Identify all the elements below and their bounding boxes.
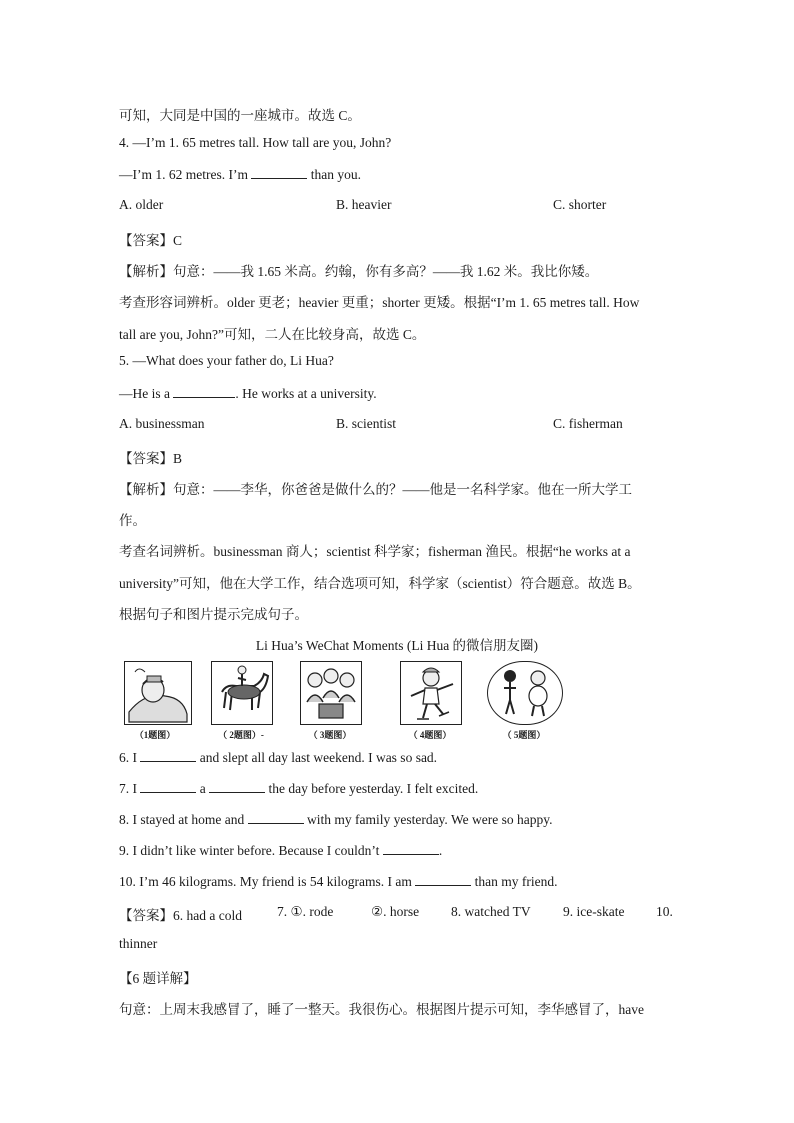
- picture-2-riding-horse: [211, 661, 273, 725]
- text-segment: —He is a: [119, 386, 174, 401]
- answer-blank: [248, 811, 304, 824]
- text-segment: the day before yesterday. I felt excited.: [265, 781, 479, 796]
- answer-blank: [383, 842, 439, 855]
- text-line: 可知，大同是中国的一座城市。故选 C。: [119, 108, 361, 123]
- text-segment: 8. I stayed at home and: [119, 812, 248, 827]
- picture-3-watching-tv: [300, 661, 362, 725]
- detail-heading: 【6 题详解】: [119, 971, 197, 986]
- text-segment: than you.: [307, 167, 361, 182]
- answer-label: 【答案】6. had a cold: [119, 908, 242, 923]
- explanation-line: 考查形容词辨析。older 更老；heavier 更重；shorter 更矮。根据“I’m 1. 65 metres tall. How: [119, 295, 640, 310]
- option-c: C. fisherman: [553, 416, 623, 431]
- explanation-line: university”可知，他在大学工作，结合选项可知，科学家（scientist）符合题意。故选 B。: [119, 576, 641, 591]
- answer-label: 【答案】B: [119, 451, 183, 466]
- text-segment: . He works at a university.: [235, 386, 377, 401]
- answer-blank: [173, 385, 235, 398]
- answer-8: 8. watched TV: [451, 904, 531, 919]
- explanation-line: 【解析】句意：——我 1.65 米高。约翰，你有多高？——我 1.62 米。我比你矮。: [119, 264, 599, 279]
- text-segment: 9. I didn’t like winter before. Because I couldn’t: [119, 843, 383, 858]
- option-b: B. heavier: [336, 197, 392, 212]
- text-segment: and slept all day last weekend. I was so sad.: [196, 750, 438, 765]
- answer-7-2: ②. horse: [371, 904, 420, 919]
- answer-blank: [140, 749, 196, 762]
- text-segment: a: [196, 781, 210, 796]
- text-segment: with my family yesterday. We were so happy.: [303, 812, 553, 827]
- question-4-answer-line: [119, 166, 361, 183]
- answer-7-1: 7. ①. rode: [277, 904, 334, 919]
- text-segment: 7. I: [119, 781, 141, 796]
- text-segment: 10. I’m 46 kilograms. My friend is 54 kilograms. I am: [119, 874, 416, 889]
- text-segment: —I’m 1. 62 metres. I’m: [119, 167, 252, 182]
- explanation-line: 句意：上周末我感冒了，睡了一整天。我很伤心。根据图片提示可知，李华感冒了，have: [119, 1002, 644, 1017]
- option-b: B. scientist: [336, 416, 396, 431]
- picture-4-label: （ 4题图）: [408, 730, 452, 740]
- picture-4-ice-skating: [400, 661, 462, 725]
- explanation-line: 考查名词辨析。businessman 商人；scientist 科学家；fisherman 渔民。根据“he works at a: [119, 544, 631, 559]
- option-c: C. shorter: [553, 197, 607, 212]
- picture-3-label: （ 3题图）: [308, 730, 352, 740]
- picture-1-label: （1题图）: [134, 730, 176, 740]
- option-a: A. older: [119, 197, 164, 212]
- answer-10-label: 10.: [656, 904, 673, 919]
- answer-blank: [140, 780, 196, 793]
- answer-blank: [251, 166, 307, 179]
- answer-10: thinner: [119, 936, 158, 951]
- question-6: [119, 749, 437, 766]
- question-10: [119, 873, 557, 890]
- figure-caption: Li Hua’s WeChat Moments (Li Hua 的微信朋友圈): [255, 638, 539, 653]
- picture-5-label: （ 5题图）: [502, 730, 546, 740]
- picture-1-sick-in-bed: [124, 661, 192, 725]
- answer-9: 9. ice-skate: [563, 904, 625, 919]
- text-segment: .: [438, 843, 443, 858]
- question-7: [119, 780, 478, 797]
- option-a: A. businessman: [119, 416, 205, 431]
- text-segment: 6. I: [119, 750, 141, 765]
- section-instruction: 根据句子和图片提示完成句子。: [119, 607, 308, 622]
- answer-blank: [415, 873, 471, 886]
- question-4-stem: 4. —I’m 1. 65 metres tall. How tall are you, John?: [119, 135, 392, 150]
- question-5-stem: 5. —What does your father do, Li Hua?: [119, 353, 334, 368]
- picture-5-comparing-weight: [487, 661, 563, 725]
- explanation-line: 作。: [119, 513, 146, 528]
- question-8: [119, 811, 552, 828]
- question-9: [119, 842, 442, 859]
- explanation-line: 【解析】句意：——李华，你爸爸是做什么的？——他是一名科学家。他在一所大学工: [119, 482, 632, 497]
- question-5-answer-line: [119, 385, 377, 402]
- picture-2-label: （ 2题图）-: [218, 730, 264, 740]
- answer-label: 【答案】C: [119, 233, 183, 248]
- explanation-line: tall are you, John?”可知，二人在比较身高，故选 C。: [119, 327, 426, 342]
- text-segment: than my friend.: [471, 874, 558, 889]
- answer-blank: [209, 780, 265, 793]
